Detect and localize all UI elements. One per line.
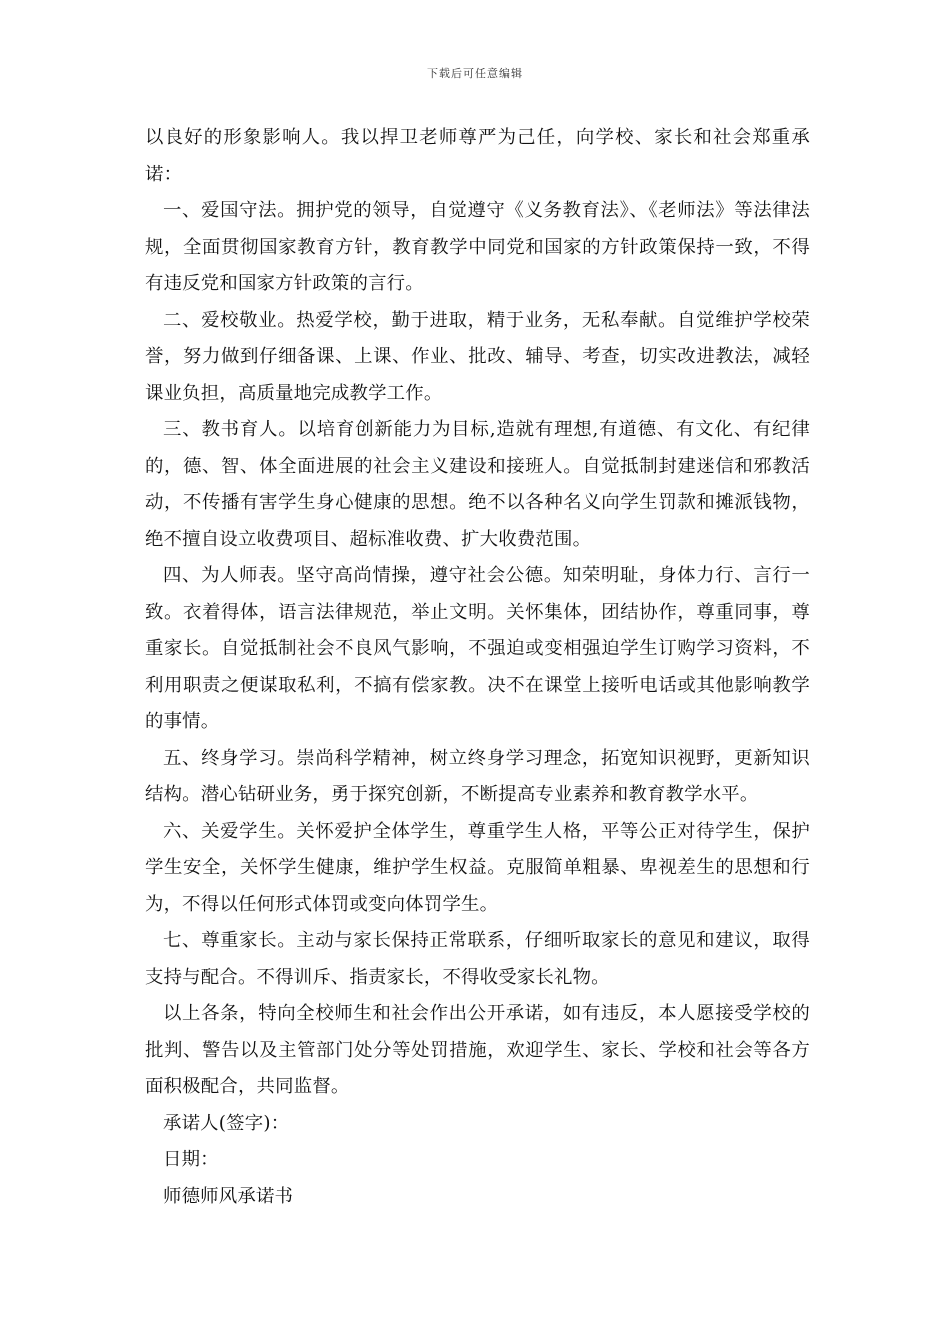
paragraph-item-2: 二、爱校敬业。热爱学校，勤于进取，精于业务，无私奉献。自觉维护学校荣誉，努力做到仔细备课、上课、作业、批改、辅导、考查，切实改进教法，减轻课业负担，高质量地完成教学工作。 [145, 309, 810, 404]
paragraph-item-1: 一、爱国守法。拥护党的领导，自觉遵守《义务教育法》、《老师法》等法律法规，全面贯彻国家教育方针，教育教学中同党和国家的方针政策保持一致，不得有违反党和国家方针政策的言行。 [145, 200, 810, 294]
footer-title: 师德师风承诺书 [163, 1185, 294, 1207]
page-header-note: 下载后可任意编辑 [427, 67, 523, 80]
paragraph-item-5: 五、终身学习。崇尚科学精神，树立终身学习理念，拓宽知识视野，更新知识结构。潜心钻研业务，勇于探究创新，不断提高专业素养和教育教学水平。 [145, 747, 810, 805]
paragraph-intro: 以良好的形象影响人。我以捍卫老师尊严为己任，向学校、家长和社会郑重承诺： [145, 127, 810, 185]
paragraph-item-6: 六、关爱学生。关怀爱护全体学生，尊重学生人格，平等公正对待学生，保护学生安全，关怀学生健康，维护学生权益。克服简单粗暴、卑视差生的思想和行为，不得以任何形式体罚或变向体罚学生。 [145, 820, 810, 915]
paragraph-item-4: 四、为人师表。坚守高尚情操，遵守社会公德。知荣明耻，身体力行、言行一致。衣着得体，语言法律规范，举止文明。关怀集体，团结协作，尊重同事，尊重家长。自觉抵制社会不良风气影响，不强迫或变相强迫学生订购学习资料，不利用职责之便谋取私利，不搞有偿家教。决不在课堂上接听电话或其他影响教学的事情。 [145, 565, 810, 732]
paragraph-closing: 以上各条，特向全校师生和社会作出公开承诺，如有违反，本人愿接受学校的批判、警告以及主管部门处分等处罚措施，欢迎学生、家长、学校和社会等各方面积极配合，共同监督。 [145, 1003, 810, 1097]
paragraph-item-7: 七、尊重家长。主动与家长保持正常联系，仔细听取家长的意见和建议，取得支持与配合。不得训斥、指责家长，不得收受家长礼物。 [145, 930, 810, 988]
date-label: 日期： [163, 1149, 219, 1170]
paragraph-item-3: 三、教书育人。以培育创新能力为目标,造就有理想,有道德、有文化、有纪律的，德、智、体全面进展的社会主义建设和接班人。自觉抵制封建迷信和邪教活动，不传播有害学生身心健康的思想。绝不以各种名义向学生罚款和摊派钱物，绝不擅自设立收费项目、超标准收费、扩大收费范围。 [145, 419, 810, 550]
signature-label: 承诺人(签字)： [163, 1112, 290, 1134]
document-body [145, 120, 810, 1215]
